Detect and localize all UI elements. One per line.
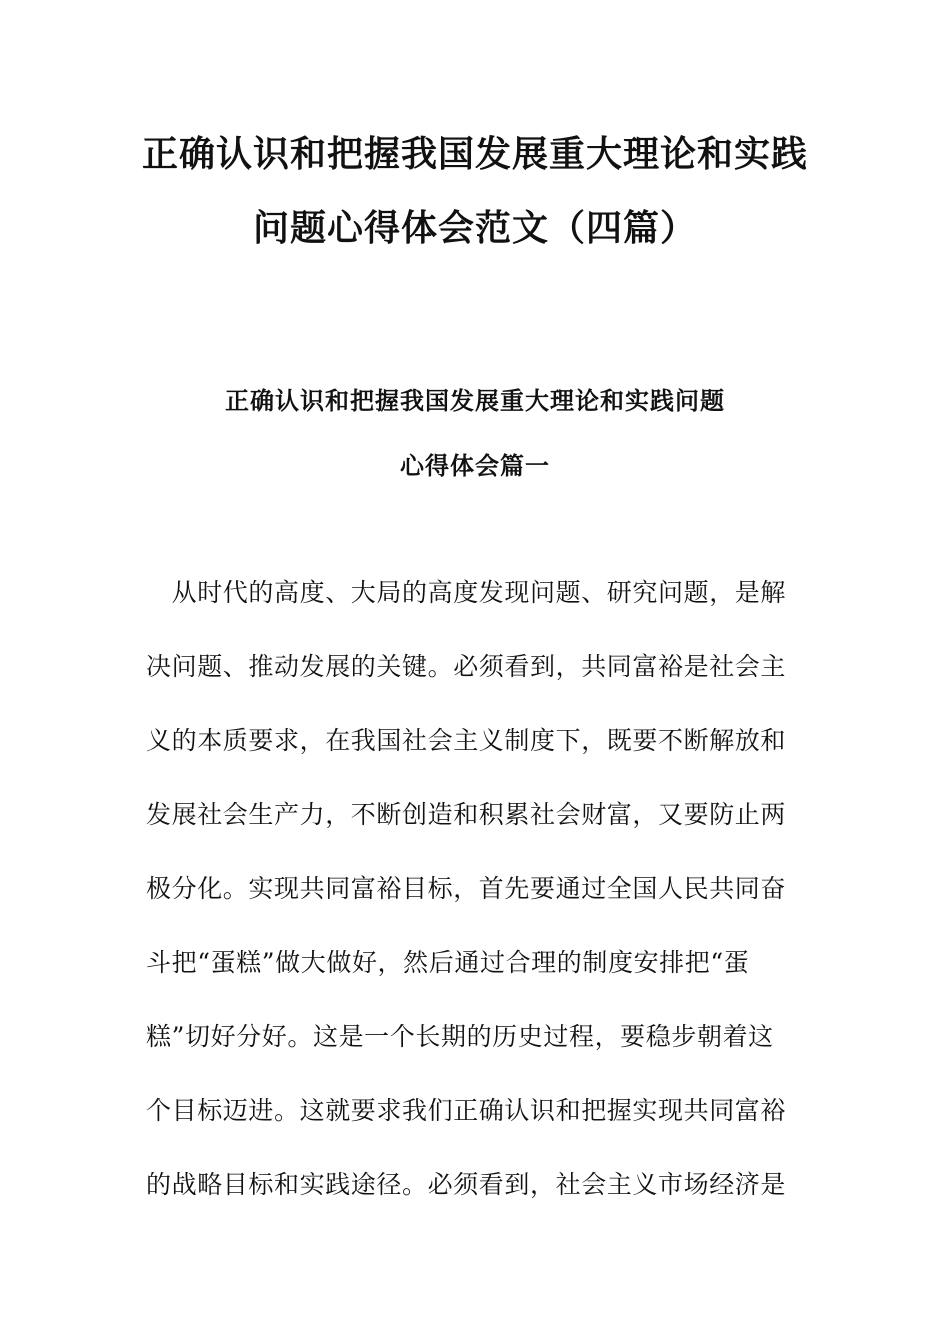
body-text-line: 极分化。实现共同富裕目标，首先要通过全国人民共同奋 bbox=[146, 874, 787, 903]
body-text-line: 个目标迈进。这就要求我们正确认识和把握实现共同富裕 bbox=[146, 1096, 787, 1125]
body-text-line: 义的本质要求，在我国社会主义制度下，既要不断解放和 bbox=[146, 726, 787, 755]
body-text-line: 决问题、推动发展的关键。必须看到，共同富裕是社会主 bbox=[146, 652, 787, 681]
body-text-line: 发展社会生产力，不断创造和积累社会财富，又要防止两 bbox=[146, 800, 787, 829]
document-title-line-2: 问题心得体会范文（四篇） bbox=[252, 207, 697, 249]
section-title-line-1: 正确认识和把握我国发展重大理论和实践问题 bbox=[225, 386, 725, 415]
body-text-line: 的战略目标和实践途径。必须看到，社会主义市场经济是 bbox=[146, 1170, 787, 1199]
body-text-line: 斗把“蛋糕”做大做好，然后通过合理的制度安排把“蛋 bbox=[146, 948, 750, 977]
document-title-line-1: 正确认识和把握我国发展重大理论和实践 bbox=[141, 133, 808, 175]
body-text-line: 从时代的高度、大局的高度发现问题、研究问题，是解 bbox=[146, 578, 787, 607]
section-title-line-2: 心得体会篇一 bbox=[400, 451, 550, 480]
body-text-line: 糕”切好分好。这是一个长期的历史过程，要稳步朝着这 bbox=[146, 1022, 774, 1051]
